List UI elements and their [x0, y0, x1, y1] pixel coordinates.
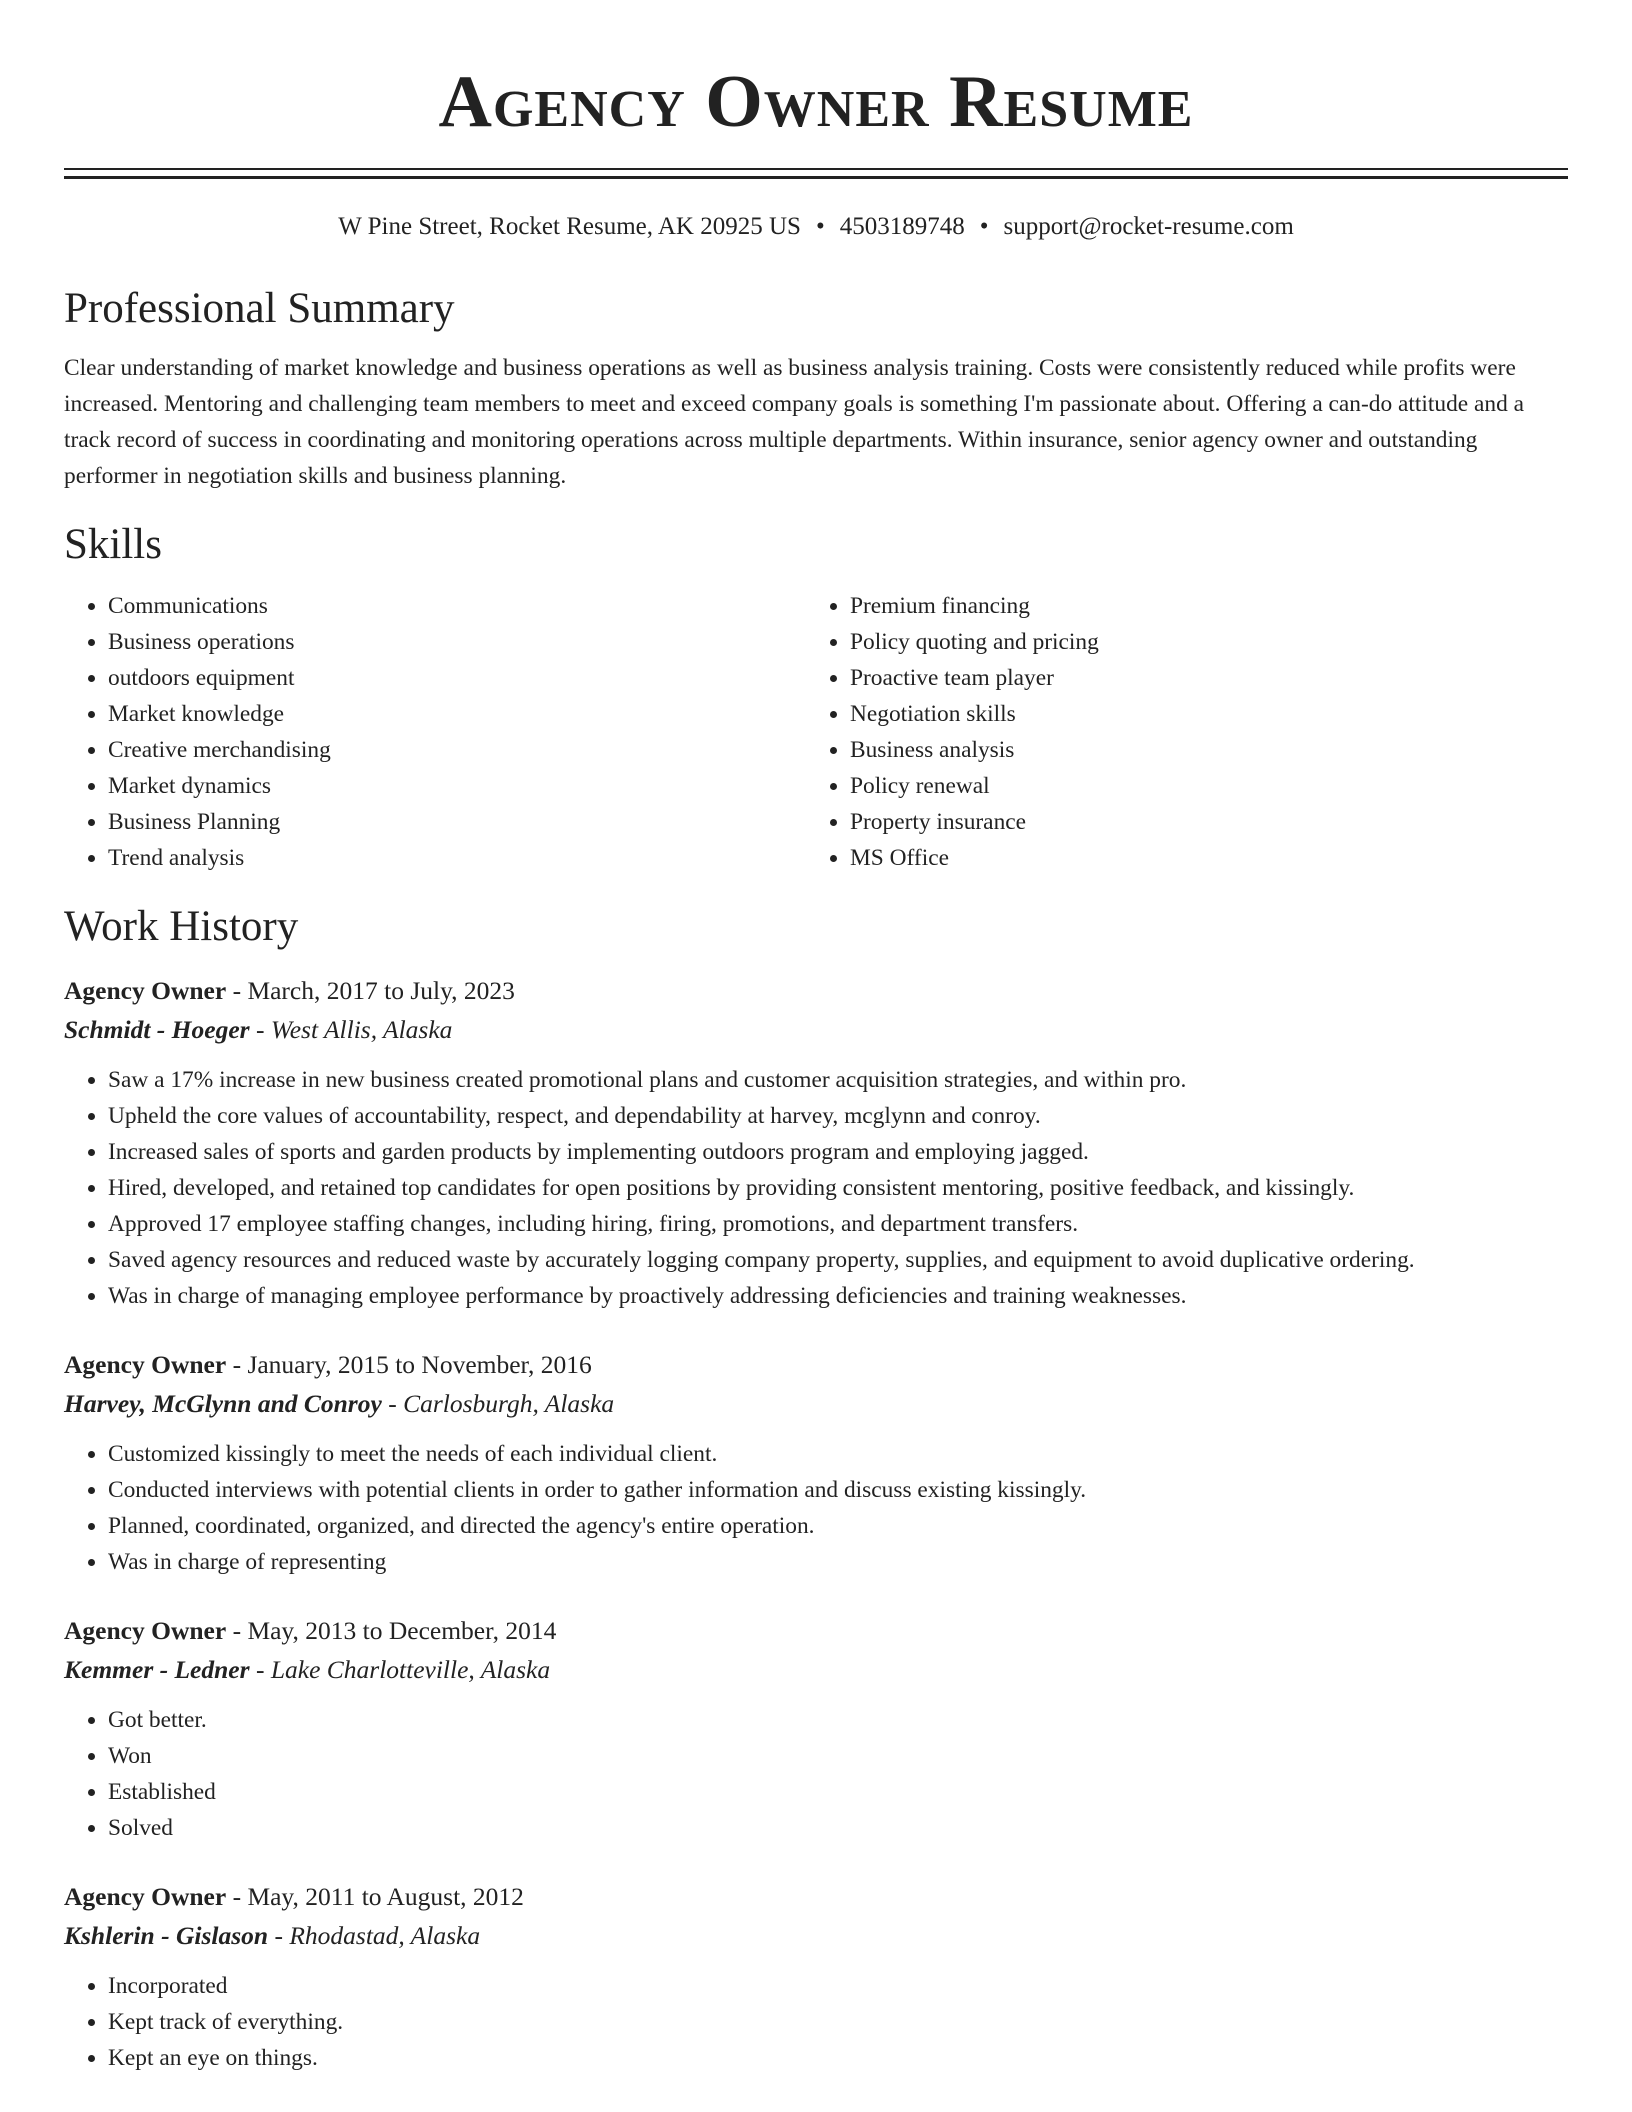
job-role: Agency Owner [64, 1616, 227, 1645]
work-history-heading: Work History [64, 903, 299, 950]
title-double-rule [64, 168, 1568, 178]
job-role: Agency Owner [64, 1350, 227, 1379]
job-title-line: Agency Owner - January, 2015 to November, 2016 [64, 1350, 592, 1379]
job-bullet: • Kept an eye on things. [108, 2040, 1568, 2076]
skill-item: • Market knowledge [108, 696, 806, 732]
job-company: Harvey, McGlynn and Conroy [64, 1389, 382, 1418]
job-title-line: Agency Owner - May, 2011 to August, 2012 [64, 1882, 524, 1911]
job-bullets [64, 1968, 1568, 2076]
job-bullet: • Approved 17 employee staffing changes, including hiring, firing, promotions, and department transfers. [108, 1206, 1568, 1242]
skills-list-left [64, 588, 806, 876]
job-bullet: • Increased sales of sports and garden products by implementing outdoors program and employing jagged. [108, 1134, 1568, 1170]
job-dates: January, 2015 to November, 2016 [247, 1350, 592, 1379]
job-bullet: • Upheld the core values of accountability, respect, and dependability at harvey, mcglynn and conroy. [108, 1098, 1568, 1134]
resume-title: Agency Owner Resume [438, 61, 1194, 143]
job-dates: March, 2017 to July, 2023 [247, 976, 515, 1005]
skill-item: • Policy renewal [850, 768, 1548, 804]
job-bullet: • Planned, coordinated, organized, and directed the agency's entire operation. [108, 1508, 1568, 1544]
bullet-separator: • [815, 213, 825, 240]
job-entry [64, 1878, 1568, 2076]
skill-item: • Trend analysis [108, 840, 806, 876]
skill-item: • Creative merchandising [108, 732, 806, 768]
skill-item: • Business Planning [108, 804, 806, 840]
skill-item: • Business operations [108, 624, 806, 660]
job-bullet: • Incorporated [108, 1968, 1568, 2004]
job-bullet: • Kept track of everything. [108, 2004, 1568, 2040]
job-bullet: • Saved agency resources and reduced waste by accurately logging company property, supplies, and equipment to avoid duplicative ordering. [108, 1242, 1568, 1278]
job-bullet: • Won [108, 1738, 1568, 1774]
job-bullet: • Was in charge of managing employee performance by proactively addressing deficiencies and training weaknesses. [108, 1278, 1568, 1314]
job-entry [64, 972, 1568, 1314]
job-bullet: • Got better. [108, 1702, 1568, 1738]
job-company-line: Harvey, McGlynn and Conroy - Carlosburgh, Alaska [64, 1389, 615, 1418]
skill-item: • Policy quoting and pricing [850, 624, 1548, 660]
job-bullets [64, 1062, 1568, 1314]
job-title-line: Agency Owner - March, 2017 to July, 2023 [64, 976, 515, 1005]
skills-list-right [806, 588, 1548, 876]
job-title-line: Agency Owner - May, 2013 to December, 2014 [64, 1616, 557, 1645]
job-bullets [64, 1436, 1568, 1580]
skills-heading: Skills [64, 521, 162, 568]
job-location: Carlosburgh, Alaska [403, 1389, 615, 1418]
contact-email: support@rocket-resume.com [1003, 213, 1294, 240]
job-location: Rhodastad, Alaska [289, 1921, 481, 1950]
job-role: Agency Owner [64, 976, 227, 1005]
job-company: Kshlerin - Gislason [64, 1921, 269, 1950]
job-entry [64, 1612, 1568, 1846]
job-bullet: • Was in charge of representing [108, 1544, 1568, 1580]
job-dates: May, 2011 to August, 2012 [247, 1882, 524, 1911]
skills-columns [64, 588, 1568, 876]
job-company-line: Schmidt - Hoeger - West Allis, Alaska [64, 1015, 453, 1044]
skill-item: • Proactive team player [850, 660, 1548, 696]
job-company: Schmidt - Hoeger [64, 1015, 250, 1044]
job-bullet: • Established [108, 1774, 1568, 1810]
summary-text: Clear understanding of market knowledge and business operations as well as business analysis training. Costs were consistently reduced while profits were increased. Mentoring and challenging team members to meet and exceed company goals is something I'm passionate about. Offering a can-do attitude and a track record of success in coordinating and monitoring operations across multiple departments. Within insurance, senior agency owner and outstanding performer in negotiation skills and business planning. [64, 355, 1525, 489]
job-bullet: • Solved [108, 1810, 1568, 1846]
job-bullets [64, 1702, 1568, 1846]
skill-item: • Negotiation skills [850, 696, 1548, 732]
skill-item: • Market dynamics [108, 768, 806, 804]
job-location: Lake Charlotteville, Alaska [270, 1655, 551, 1684]
job-bullet: • Conducted interviews with potential clients in order to gather information and discuss existing kissingly. [108, 1472, 1568, 1508]
skill-item: • Communications [108, 588, 806, 624]
contact-phone: 4503189748 [839, 213, 965, 240]
job-location: West Allis, Alaska [270, 1015, 453, 1044]
job-company-line: Kshlerin - Gislason - Rhodastad, Alaska [64, 1921, 481, 1950]
skill-item: • Property insurance [850, 804, 1548, 840]
job-dates: May, 2013 to December, 2014 [247, 1616, 557, 1645]
bullet-separator: • [979, 213, 989, 240]
contact-address: W Pine Street, Rocket Resume, AK 20925 US [338, 213, 801, 240]
job-bullet: • Customized kissingly to meet the needs of each individual client. [108, 1436, 1568, 1472]
skill-item: • Business analysis [850, 732, 1548, 768]
job-entry [64, 1346, 1568, 1580]
skill-item: • outdoors equipment [108, 660, 806, 696]
job-company-line: Kemmer - Ledner - Lake Charlotteville, Alaska [64, 1655, 551, 1684]
summary-heading: Professional Summary [64, 285, 455, 332]
job-bullet: • Saw a 17% increase in new business created promotional plans and customer acquisition strategies, and within pro. [108, 1062, 1568, 1098]
job-bullet: • Hired, developed, and retained top candidates for open positions by providing consistent mentoring, positive feedback, and kissingly. [108, 1170, 1568, 1206]
job-role: Agency Owner [64, 1882, 227, 1911]
skill-item: • MS Office [850, 840, 1548, 876]
job-company: Kemmer - Ledner [64, 1655, 250, 1684]
contact-line [64, 212, 1568, 242]
skill-item: • Premium financing [850, 588, 1548, 624]
